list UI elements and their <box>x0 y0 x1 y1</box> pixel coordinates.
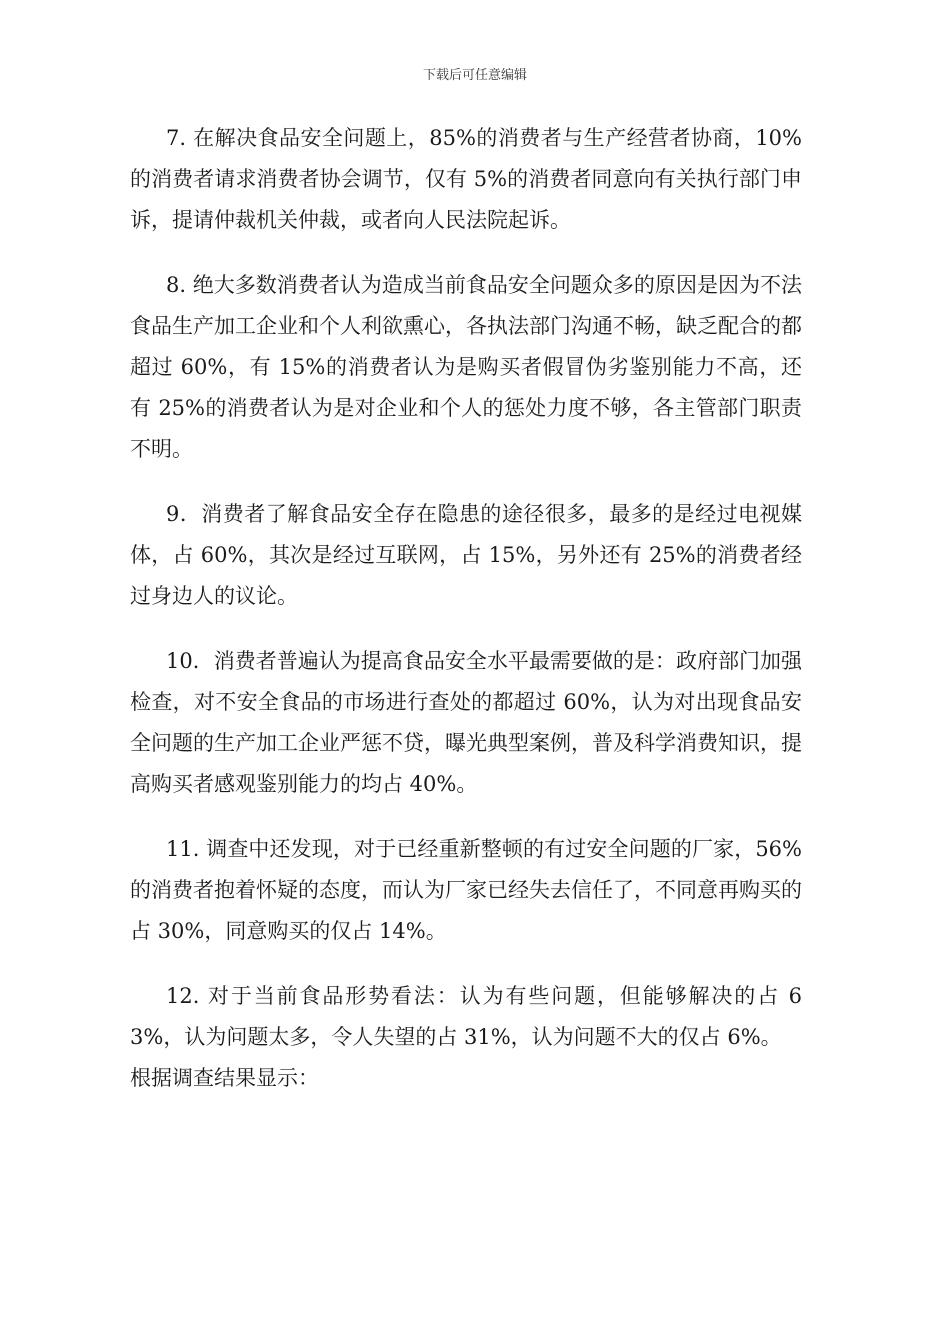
document-body <box>130 118 802 1099</box>
paragraph-7: 7. 在解决食品安全问题上，85%的消费者与生产经营者协商，10%的消费者请求消费者协会调节，仅有 5%的消费者同意向有关执行部门申诉，提请仲裁机关仲裁，或者向人民法院起诉。 <box>130 126 802 232</box>
paragraph-8: 8. 绝大多数消费者认为造成当前食品安全问题众多的原因是因为不法食品生产加工企业和个人利欲熏心，各执法部门沟通不畅，缺乏配合的都超过 60%，有 15%的消费者认为是购买者假冒伪劣鉴别能力不高，还有 25%的消费者认为是对企业和个人的惩处力度不够，各主管部门职责不明。 <box>130 273 802 461</box>
closing-line: 根据调查结果显示： <box>130 1066 319 1090</box>
paragraph-9: 9．消费者了解食品安全存在隐患的途径很多，最多的是经过电视媒体，占 60%，其次是经过互联网，占 15%，另外还有 25%的消费者经过身边人的议论。 <box>130 502 802 608</box>
paragraph-12: 12. 对于当前食品形势看法：认为有些问题，但能够解决的占 63%，认为问题太多，令人失望的占 31%，认为问题不大的仅占 6%。 <box>130 984 802 1049</box>
page-header-note: 下载后可任意编辑 <box>422 68 527 83</box>
paragraph-11: 11. 调查中还发现，对于已经重新整顿的有过安全问题的厂家，56%的消费者抱着怀疑的态度，而认为厂家已经失去信任了，不同意再购买的占 30%，同意购买的仅占 14%。 <box>130 837 802 943</box>
paragraph-10: 10．消费者普遍认为提高食品安全水平最需要做的是：政府部门加强检查，对不安全食品的市场进行查处的都超过 60%，认为对出现食品安全问题的生产加工企业严惩不贷，曝光典型案例，普及科学消费知识，提高购买者感观鉴别能力的均占 40%。 <box>130 649 802 796</box>
